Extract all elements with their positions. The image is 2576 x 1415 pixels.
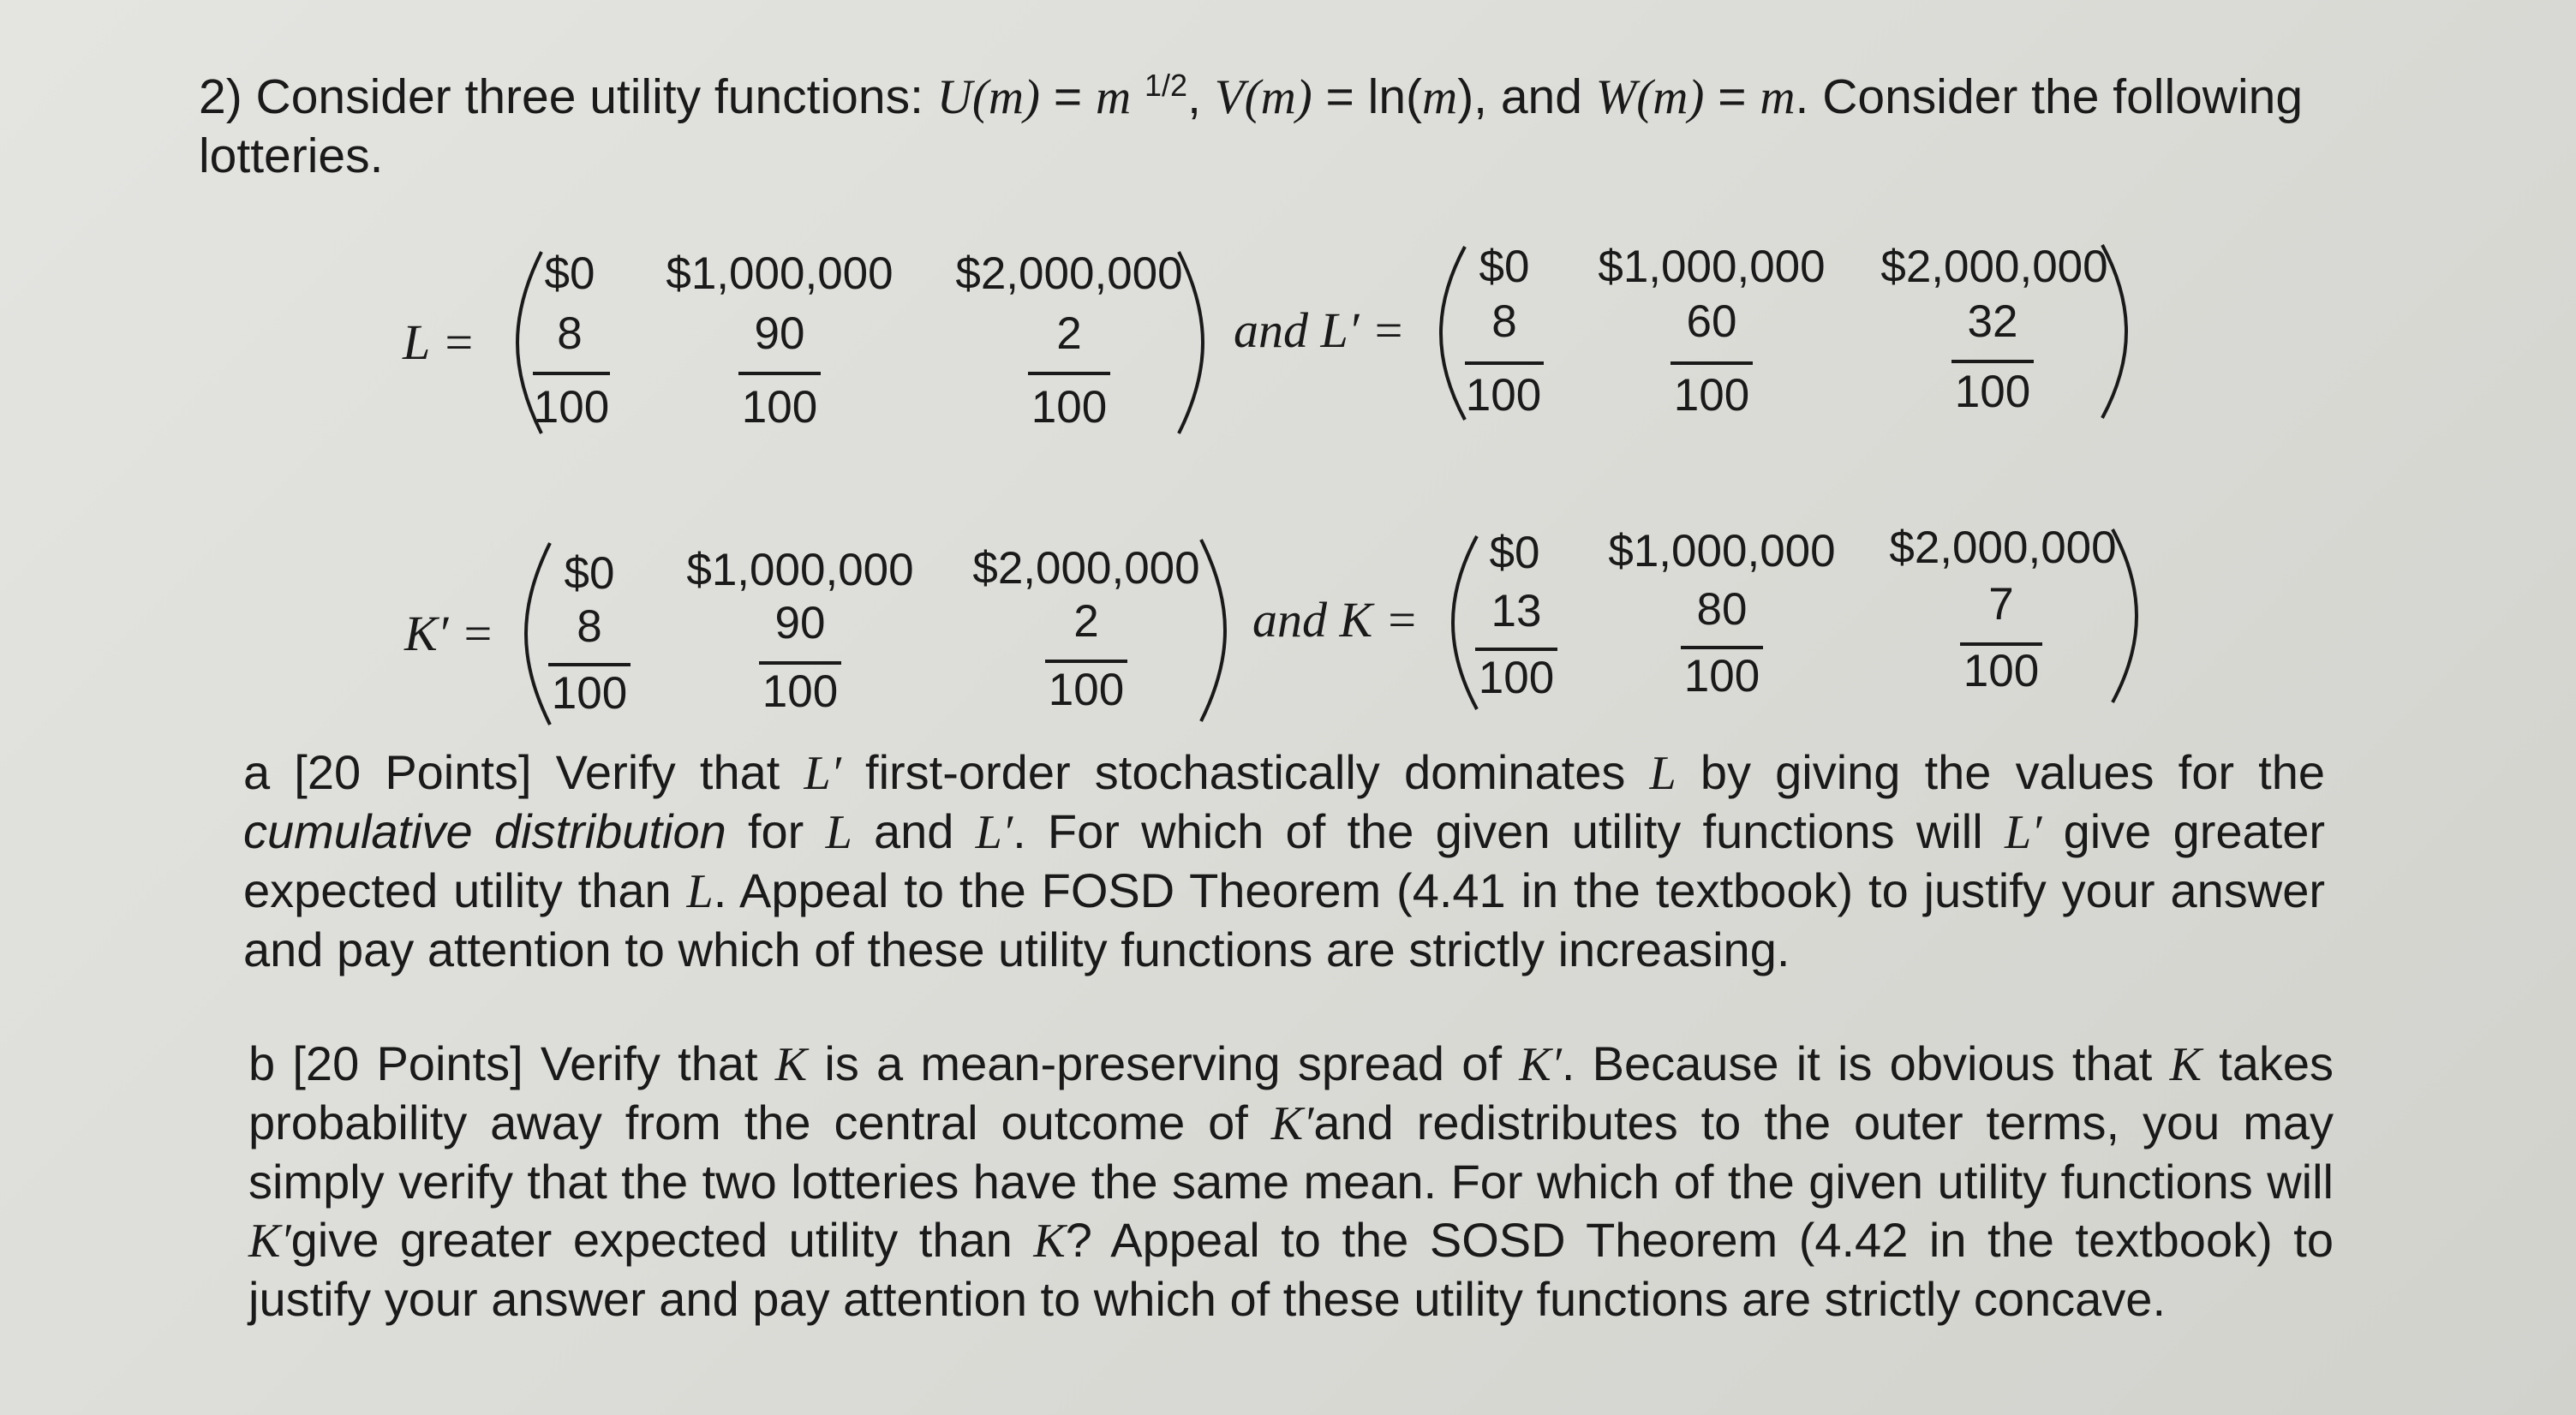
intro-text: Consider three utility functions: xyxy=(255,69,937,124)
probability-denominator: 100 xyxy=(1031,382,1108,433)
u-function-exponent: 1/2 xyxy=(1145,68,1188,103)
part-b-text: give greater expected utility than xyxy=(290,1213,1034,1267)
lottery-label: K′ = xyxy=(404,606,495,661)
part-a-text: . For which of the given utility functions will xyxy=(1013,804,2005,858)
outcome-cell: $2,000,000 xyxy=(1880,242,2108,292)
probability-numerator: 7 xyxy=(1988,579,2014,630)
outcome-cell: $2,000,000 xyxy=(1889,522,2117,573)
fraction-bar xyxy=(738,372,821,375)
outcome-cell: $2,000,000 xyxy=(955,248,1183,299)
comma: , xyxy=(1187,69,1215,124)
w-function-arg: m xyxy=(1760,70,1796,124)
lottery-label: L = xyxy=(403,314,475,370)
probability-numerator: 60 xyxy=(1686,296,1737,347)
fraction-bar xyxy=(1475,648,1557,651)
outcome-cell: $1,000,000 xyxy=(1608,526,1836,576)
probability-numerator: 90 xyxy=(754,308,805,359)
u-function-base: m xyxy=(1096,70,1132,124)
probability-denominator: 100 xyxy=(1673,370,1750,421)
fraction-bar xyxy=(759,661,841,665)
outcome-cell: $0 xyxy=(544,248,595,299)
fraction-bar xyxy=(1028,372,1110,375)
outcome-cell: $0 xyxy=(564,548,615,599)
part-b-text: and redistributes to the outer terms, you may simply verify that the two lotteries have the same mean. For which of the given utility functions will xyxy=(248,1096,2334,1209)
fraction-bar xyxy=(1465,361,1544,365)
math-symbol: L xyxy=(1649,747,1676,800)
v-function-name: V(m) xyxy=(1214,70,1312,124)
math-symbol: L xyxy=(686,865,714,918)
w-function-name: W(m) xyxy=(1595,70,1705,124)
probability-numerator: 90 xyxy=(774,598,826,648)
math-symbol: K xyxy=(1033,1215,1066,1268)
outcome-cell: $0 xyxy=(1479,242,1530,292)
emphasized-term: cumulative distribution xyxy=(243,804,726,858)
fraction-bar xyxy=(1681,646,1763,649)
probability-denominator: 100 xyxy=(1478,653,1555,703)
v-function-close: ), and xyxy=(1457,69,1596,124)
v-function-arg: m xyxy=(1422,70,1458,124)
fraction-bar xyxy=(533,372,610,375)
outcome-cell: $0 xyxy=(1489,528,1540,578)
probability-numerator: 8 xyxy=(577,601,602,652)
math-symbol: K′ xyxy=(248,1215,291,1268)
part-a-text: give greater expected utility than xyxy=(243,804,2325,917)
probability-denominator: 100 xyxy=(762,666,839,717)
part-b-text: is a mean-preserving spread of xyxy=(807,1036,1520,1090)
math-symbol: K xyxy=(774,1038,808,1091)
question-part-a xyxy=(243,743,2325,979)
outcome-cell: $1,000,000 xyxy=(666,248,894,299)
part-a-text: and xyxy=(852,804,976,858)
part-b-text: b [20 Points] Verify that xyxy=(248,1036,775,1090)
u-function-name: U(m) xyxy=(936,70,1041,124)
probability-denominator: 100 xyxy=(1048,665,1125,715)
equals-sign: = xyxy=(1040,69,1097,124)
probability-numerator: 32 xyxy=(1967,296,2018,347)
probability-denominator: 100 xyxy=(1683,651,1760,702)
probability-denominator: 100 xyxy=(1465,370,1542,421)
math-symbol: L′ xyxy=(975,806,1013,859)
intro-text-end: . Consider the following lotteries. xyxy=(199,69,2304,183)
right-paren xyxy=(1196,536,1230,725)
probability-denominator: 100 xyxy=(741,382,818,433)
probability-numerator: 8 xyxy=(557,308,583,359)
part-b-text: . Because it is obvious that xyxy=(1561,1036,2170,1090)
part-a-text: . Appeal to the FOSD Theorem (4.41 in the textbook) to justify your answer and pay attention to which of these utility functions are strictly increasing. xyxy=(243,863,2325,976)
math-symbol: L′ xyxy=(2004,806,2042,859)
equals-sign: = xyxy=(1704,69,1760,124)
right-paren xyxy=(2107,526,2142,706)
problem-number: 2) xyxy=(199,69,242,124)
probability-numerator: 2 xyxy=(1056,308,1082,359)
probability-denominator: 100 xyxy=(551,668,628,719)
v-function-ln: = ln( xyxy=(1312,69,1423,124)
right-paren xyxy=(2097,242,2131,421)
math-symbol: K′ xyxy=(1270,1097,1314,1150)
math-symbol: K′ xyxy=(1519,1038,1562,1091)
part-b-text: takes probability away from the central outcome of xyxy=(248,1036,2334,1149)
part-a-text: for xyxy=(726,804,826,858)
part-a-text: first-order stochastically dominates xyxy=(840,745,1650,799)
lottery-label: and L′ = xyxy=(1234,302,1406,358)
right-paren xyxy=(1174,248,1208,437)
math-symbol: L xyxy=(825,806,852,859)
fraction-bar xyxy=(548,663,631,666)
math-symbol: K xyxy=(2169,1038,2202,1091)
fraction-bar xyxy=(1671,361,1753,365)
math-symbol: L′ xyxy=(804,747,841,800)
probability-denominator: 100 xyxy=(533,382,610,433)
outcome-cell: $1,000,000 xyxy=(686,545,914,595)
problem-intro xyxy=(199,57,2358,185)
outcome-cell: $1,000,000 xyxy=(1598,242,1826,292)
part-b-text: ? Appeal to the SOSD Theorem (4.42 in the textbook) to justify your answer and pay attention to which of these utility functions are strictly concave. xyxy=(248,1213,2334,1326)
part-a-text: by giving the values for the xyxy=(1676,745,2326,799)
probability-numerator: 8 xyxy=(1491,296,1517,347)
part-a-text: a [20 Points] Verify that xyxy=(243,745,804,799)
probability-denominator: 100 xyxy=(1954,367,2031,417)
probability-numerator: 2 xyxy=(1073,596,1099,647)
fraction-bar xyxy=(1045,660,1127,663)
lottery-label: and K = xyxy=(1252,592,1419,648)
fraction-bar xyxy=(1951,360,2034,363)
probability-numerator: 13 xyxy=(1491,586,1542,636)
probability-denominator: 100 xyxy=(1963,646,2040,696)
probability-numerator: 80 xyxy=(1696,584,1748,635)
question-part-b xyxy=(248,1035,2334,1328)
outcome-cell: $2,000,000 xyxy=(972,543,1200,594)
